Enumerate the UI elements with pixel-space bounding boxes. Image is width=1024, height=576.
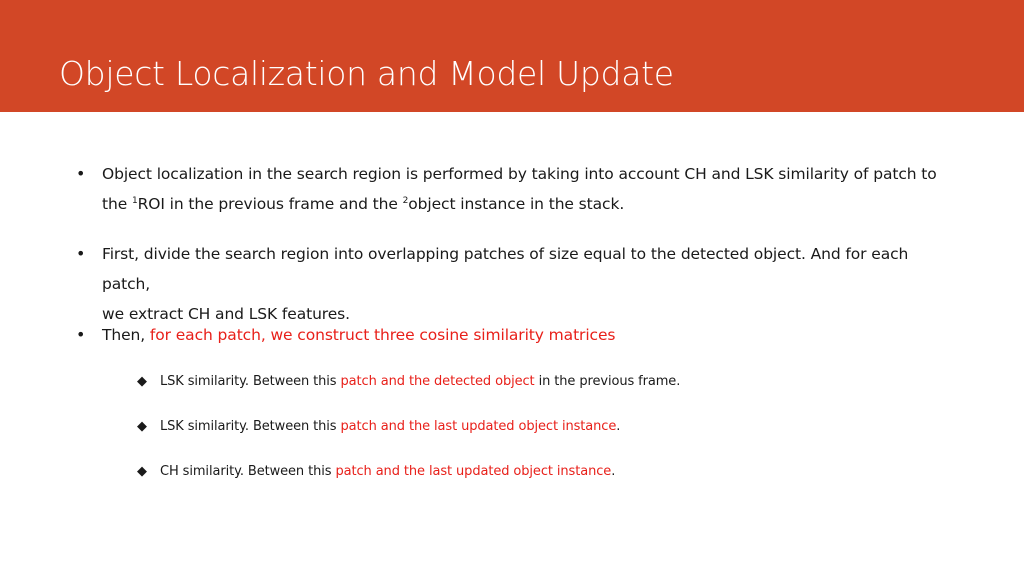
bullet-3-highlight: for each patch, we construct three cosine similarity matrices — [149, 326, 616, 344]
footnote-2-marker: 2 — [402, 196, 409, 206]
sub-bullet-1-suffix: in the previous frame. — [534, 374, 681, 389]
bullet-3-prefix: Then, — [102, 326, 150, 344]
bullet-2-line-2: we extract CH and LSK features. — [102, 305, 350, 323]
sub-bullet-3-suffix: . — [611, 464, 616, 479]
sub-bullet-2-suffix: . — [616, 419, 621, 434]
bullet-dot-icon: • — [76, 244, 86, 263]
bullet-1-text-a: the — [102, 195, 132, 213]
bullet-dot-icon: • — [76, 164, 86, 183]
bullet-1-line-1: Object localization in the search region is performed by taking into account CH and LSK similarity of patch to — [102, 165, 937, 183]
bullet-1-text-b: ROI in the previous frame and the — [137, 195, 403, 213]
bullet-text-2 — [102, 239, 952, 329]
sub-bullet-2-highlight: patch and the last updated object instance — [340, 419, 617, 434]
diamond-bullet-icon: ◆ — [137, 419, 147, 434]
sub-bullet-3-highlight: patch and the last updated object instance — [335, 464, 612, 479]
sub-bullet-text-3 — [160, 461, 960, 483]
sub-bullet-1-prefix: LSK similarity. Between this — [160, 374, 341, 389]
sub-bullet-3-prefix: CH similarity. Between this — [160, 464, 336, 479]
bullet-2-line-1: First, divide the search region into overlapping patches of size equal to the detected object. And for each patch, — [102, 245, 909, 293]
bullet-text-3 — [102, 320, 952, 350]
diamond-bullet-icon: ◆ — [137, 464, 147, 479]
bullet-1-text-c: object instance in the stack. — [408, 195, 625, 213]
diamond-bullet-icon: ◆ — [137, 374, 147, 389]
sub-bullet-1-highlight: patch and the detected object — [340, 374, 535, 389]
sub-bullet-2-prefix: LSK similarity. Between this — [160, 419, 341, 434]
footnote-1-marker: 1 — [131, 196, 138, 206]
sub-bullet-text-2 — [160, 416, 960, 438]
bullet-dot-icon: • — [76, 325, 86, 344]
bullet-1-line-2 — [102, 189, 952, 219]
slide-title: Object Localization and Model Update — [59, 54, 674, 93]
sub-bullet-text-1 — [160, 371, 960, 393]
bullet-text-1 — [102, 159, 952, 219]
